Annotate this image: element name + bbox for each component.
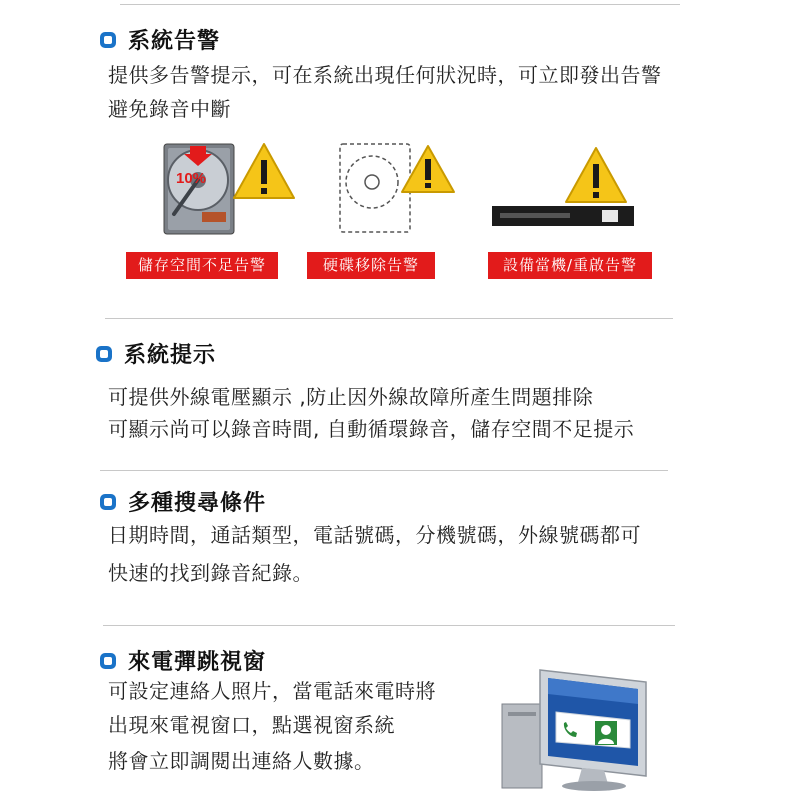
section-notice-line-1: 可提供外線電壓顯示 ,防止因外線故障所產生問題排除	[108, 385, 594, 409]
bullet-icon	[100, 653, 116, 669]
section-search-line-1: 日期時間，通話類型，電話號碼，分機號碼，外線號碼都可	[108, 523, 641, 547]
divider-3	[103, 625, 675, 626]
section-alarm-title	[100, 24, 220, 55]
section-popup-line-3: 將會立即調閱出連絡人數據。	[108, 749, 375, 773]
bullet-icon	[96, 346, 112, 362]
section-alarm-line-2: 避免錄音中斷	[108, 97, 231, 121]
section-alarm-line-1: 提供多告警提示，可在系統出現任何狀況時，可立即發出告警	[108, 63, 662, 87]
section-search-heading: 多種搜尋條件	[128, 491, 267, 516]
warning-icon	[400, 142, 456, 196]
section-notice-heading: 系統提示	[124, 343, 217, 368]
section-popup-line-2: 出現來電視窗口，點選視窗系統	[108, 713, 395, 737]
section-popup-heading: 來電彈跳視窗	[128, 650, 267, 675]
contact-icon	[594, 720, 618, 746]
bullet-icon	[100, 32, 116, 48]
section-notice-line-2: 可顯示尚可以錄音時間, 自動循環錄音，儲存空間不足提示	[108, 417, 635, 441]
top-divider	[120, 4, 680, 5]
bullet-icon	[100, 494, 116, 510]
alert-label-storage: 儲存空間不足告警	[126, 252, 278, 279]
alert-label-disk-removed: 硬碟移除告警	[307, 252, 435, 279]
disk-removed-illustration	[336, 140, 456, 240]
section-popup-line-1: 可設定連絡人照片，當電話來電時將	[108, 679, 436, 703]
section-search-title	[100, 486, 266, 517]
section-alarm-heading: 系統告警	[128, 29, 221, 54]
disk-full-illustration	[160, 140, 300, 240]
phone-icon	[560, 720, 580, 740]
computer-illustration	[496, 664, 656, 792]
warning-icon	[564, 144, 628, 204]
divider-2	[100, 470, 668, 471]
section-popup-title	[100, 645, 266, 676]
section-search-line-2: 快速的找到錄音紀錄。	[108, 561, 313, 585]
disk-percent-label: 10%	[176, 170, 207, 187]
device-crash-illustration	[490, 140, 640, 240]
recorder-device-icon	[492, 204, 642, 228]
section-notice-title	[96, 338, 216, 369]
alert-label-device-crash: 設備當機/重啟告警	[488, 252, 652, 279]
warning-icon	[232, 140, 296, 200]
divider-1	[105, 318, 673, 319]
